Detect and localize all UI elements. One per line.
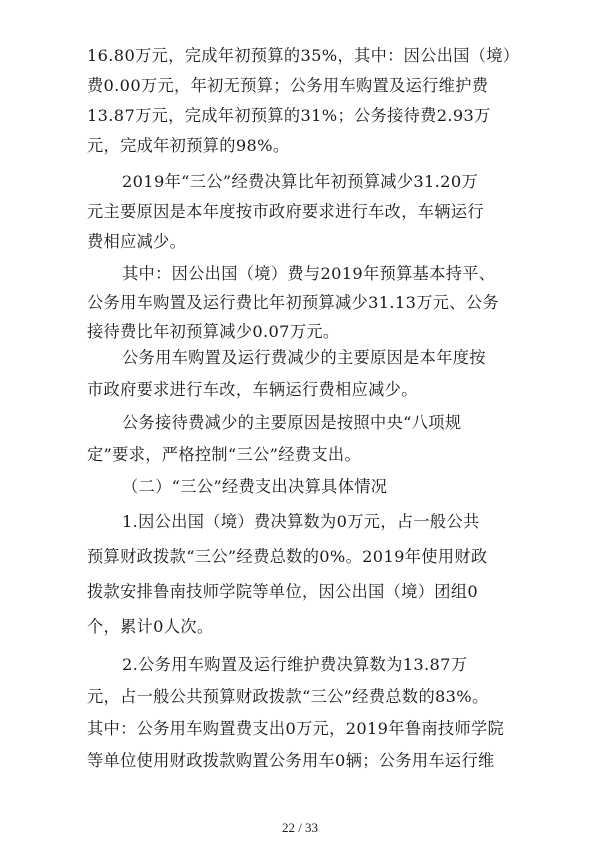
page-number: 22 / 33	[281, 820, 319, 835]
paragraph-7-line-4: 个，累计0人次。	[87, 617, 214, 636]
paragraph-8-line-1: 2.公务用车购置及运行维护费决算数为13.87万	[122, 655, 468, 674]
paragraph-8-line-4: 等单位使用财政拨款购置公务用车0辆；公务用车运行维	[87, 751, 495, 770]
paragraph-7-line-2: 预算财政拨款“三公”经费总数的0%。2019年使用财政	[87, 547, 488, 566]
paragraph-5-line-2: 定”要求，严格控制“三公”经费支出。	[87, 445, 361, 464]
paragraph-1-line-2: 费0.00万元，年初无预算；公务用车购置及运行维护费	[87, 76, 489, 95]
section-heading: （二）“三公”经费支出决算具体情况	[122, 477, 388, 496]
paragraph-5-line-1: 公务接待费减少的主要原因是按照中央“八项规	[122, 413, 462, 432]
paragraph-3-line-1: 其中：因公出国（境）费与2019年预算基本持平、	[122, 264, 496, 283]
paragraph-1-line-3: 13.87万元，完成年初预算的31%；公务接待费2.93万	[87, 106, 491, 125]
paragraph-8-line-2: 元，占一般公共预算财政拨款“三公”经费总数的83%。	[87, 687, 489, 706]
paragraph-7-line-3: 拨款安排鲁南技师学院等单位，因公出国（境）团组0	[87, 582, 479, 601]
paragraph-1-line-4: 元，完成年初预算的98%。	[87, 136, 290, 155]
paragraph-3-line-2: 公务用车购置及运行费比年初预算减少31.13万元、公务	[87, 293, 499, 312]
paragraph-1-line-1: 16.80万元，完成年初预算的35%，其中：因公出国（境）	[87, 46, 520, 65]
paragraph-2-line-1: 2019年“三公”经费决算比年初预算减少31.20万	[122, 172, 478, 191]
paragraph-2-line-2: 元主要原因是本年度按市政府要求进行车改，车辆运行	[87, 202, 484, 221]
paragraph-2-line-3: 费相应减少。	[87, 232, 187, 251]
paragraph-7-line-1: 1.因公出国（境）费决算数为0万元，占一般公共	[122, 512, 480, 531]
paragraph-3-line-3: 接待费比年初预算减少0.07万元。	[87, 322, 340, 341]
paragraph-4-line-2: 市政府要求进行车改，车辆运行费相应减少。	[87, 380, 418, 399]
paragraph-8-line-3: 其中：公务用车购置费支出0万元，2019年鲁南技师学院	[87, 719, 505, 738]
paragraph-4-line-1: 公务用车购置及运行费减少的主要原因是本年度按	[122, 348, 486, 367]
